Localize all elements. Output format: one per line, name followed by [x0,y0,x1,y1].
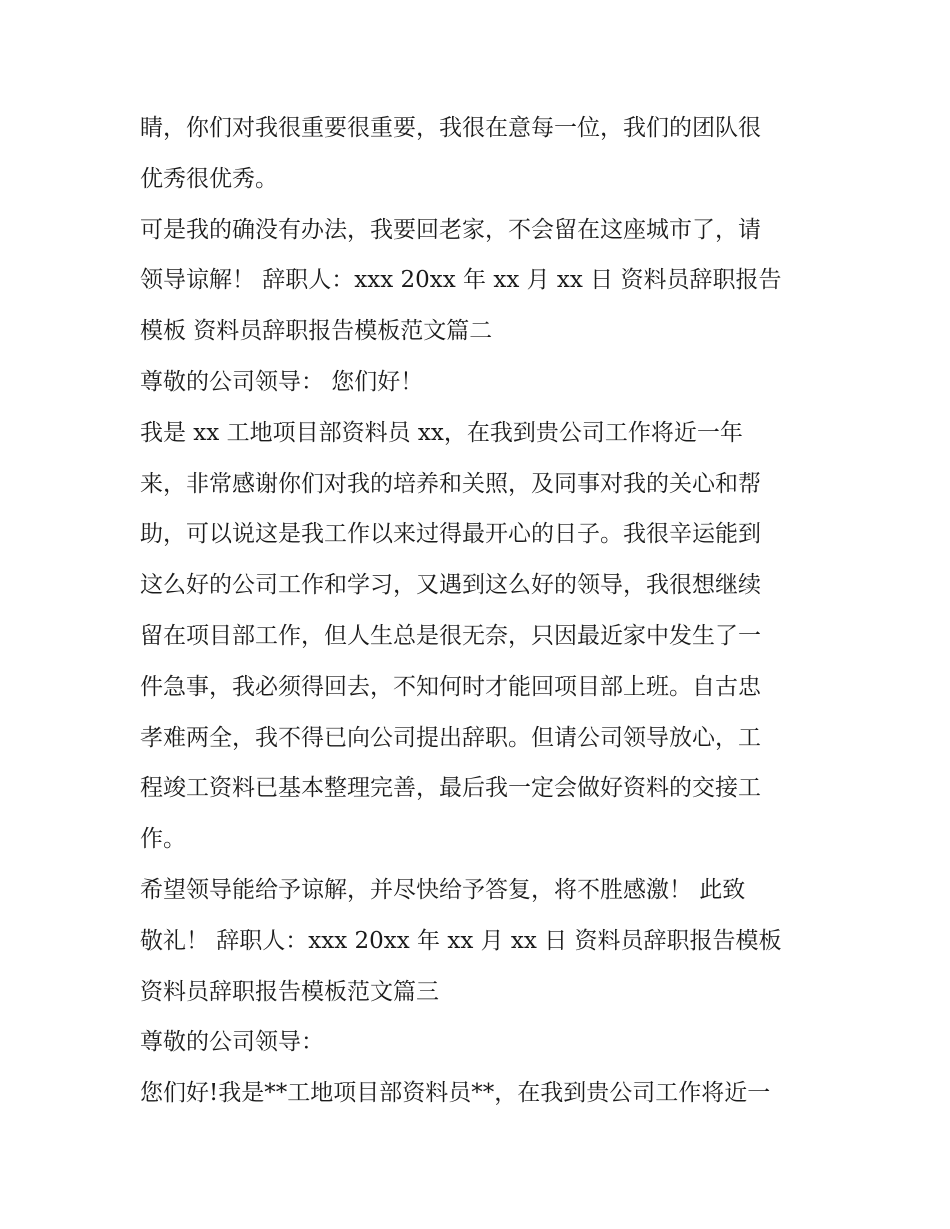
text-line-19: 尊敬的公司领导： [140,1029,324,1056]
text-line-12: 件急事，我必须得回去，不知何时才能回项目部上班。自古忠 [140,673,761,700]
text-line-13: 孝难两全，我不得已向公司提出辞职。但请公司领导放心，工 [140,724,761,751]
text-line-20: 您们好!我是**工地项目部资料员**，在我到贵公司工作将近一 [140,1080,771,1107]
text-line-17: 敬礼！ 辞职人：xxx 20xx 年 xx 月 xx 日 资料员辞职报告模板 [140,927,782,954]
text-line-15: 作。 [140,826,186,853]
document-body [140,103,820,1119]
text-line-18: 资料员辞职报告模板范文篇三 [140,978,439,1005]
text-line-11: 留在项目部工作，但人生总是很无奈，只因最近家中发生了一 [140,622,761,649]
text-line-5: 模板 资料员辞职报告模板范文篇二 [140,318,493,345]
text-line-6: 尊敬的公司领导： 您们好！ [140,368,424,395]
text-line-7: 我是 xx 工地项目部资料员 xx，在我到贵公司工作将近一年 [140,419,743,446]
text-line-10: 这么好的公司工作和学习，又遇到这么好的领导，我很想继续 [140,572,761,599]
text-line-14: 程竣工资料已基本整理完善，最后我一定会做好资料的交接工 [140,775,761,802]
text-line-4: 领导谅解！ 辞职人：xxx 20xx 年 xx 月 xx 日 资料员辞职报告 [140,267,782,294]
text-line-9: 助，可以说这是我工作以来过得最开心的日子。我很辛运能到 [140,521,761,548]
text-line-8: 来，非常感谢你们对我的培养和关照，及同事对我的关心和帮 [140,470,761,497]
text-line-16: 希望领导能给予谅解，并尽快给予答复，将不胜感激！ 此致 [140,876,746,903]
text-line-2: 优秀很优秀。 [140,165,278,192]
text-line-3: 可是我的确没有办法，我要回老家，不会留在这座城市了，请 [140,216,761,243]
text-line-1: 睛，你们对我很重要很重要，我很在意每一位，我们的团队很 [140,115,761,141]
